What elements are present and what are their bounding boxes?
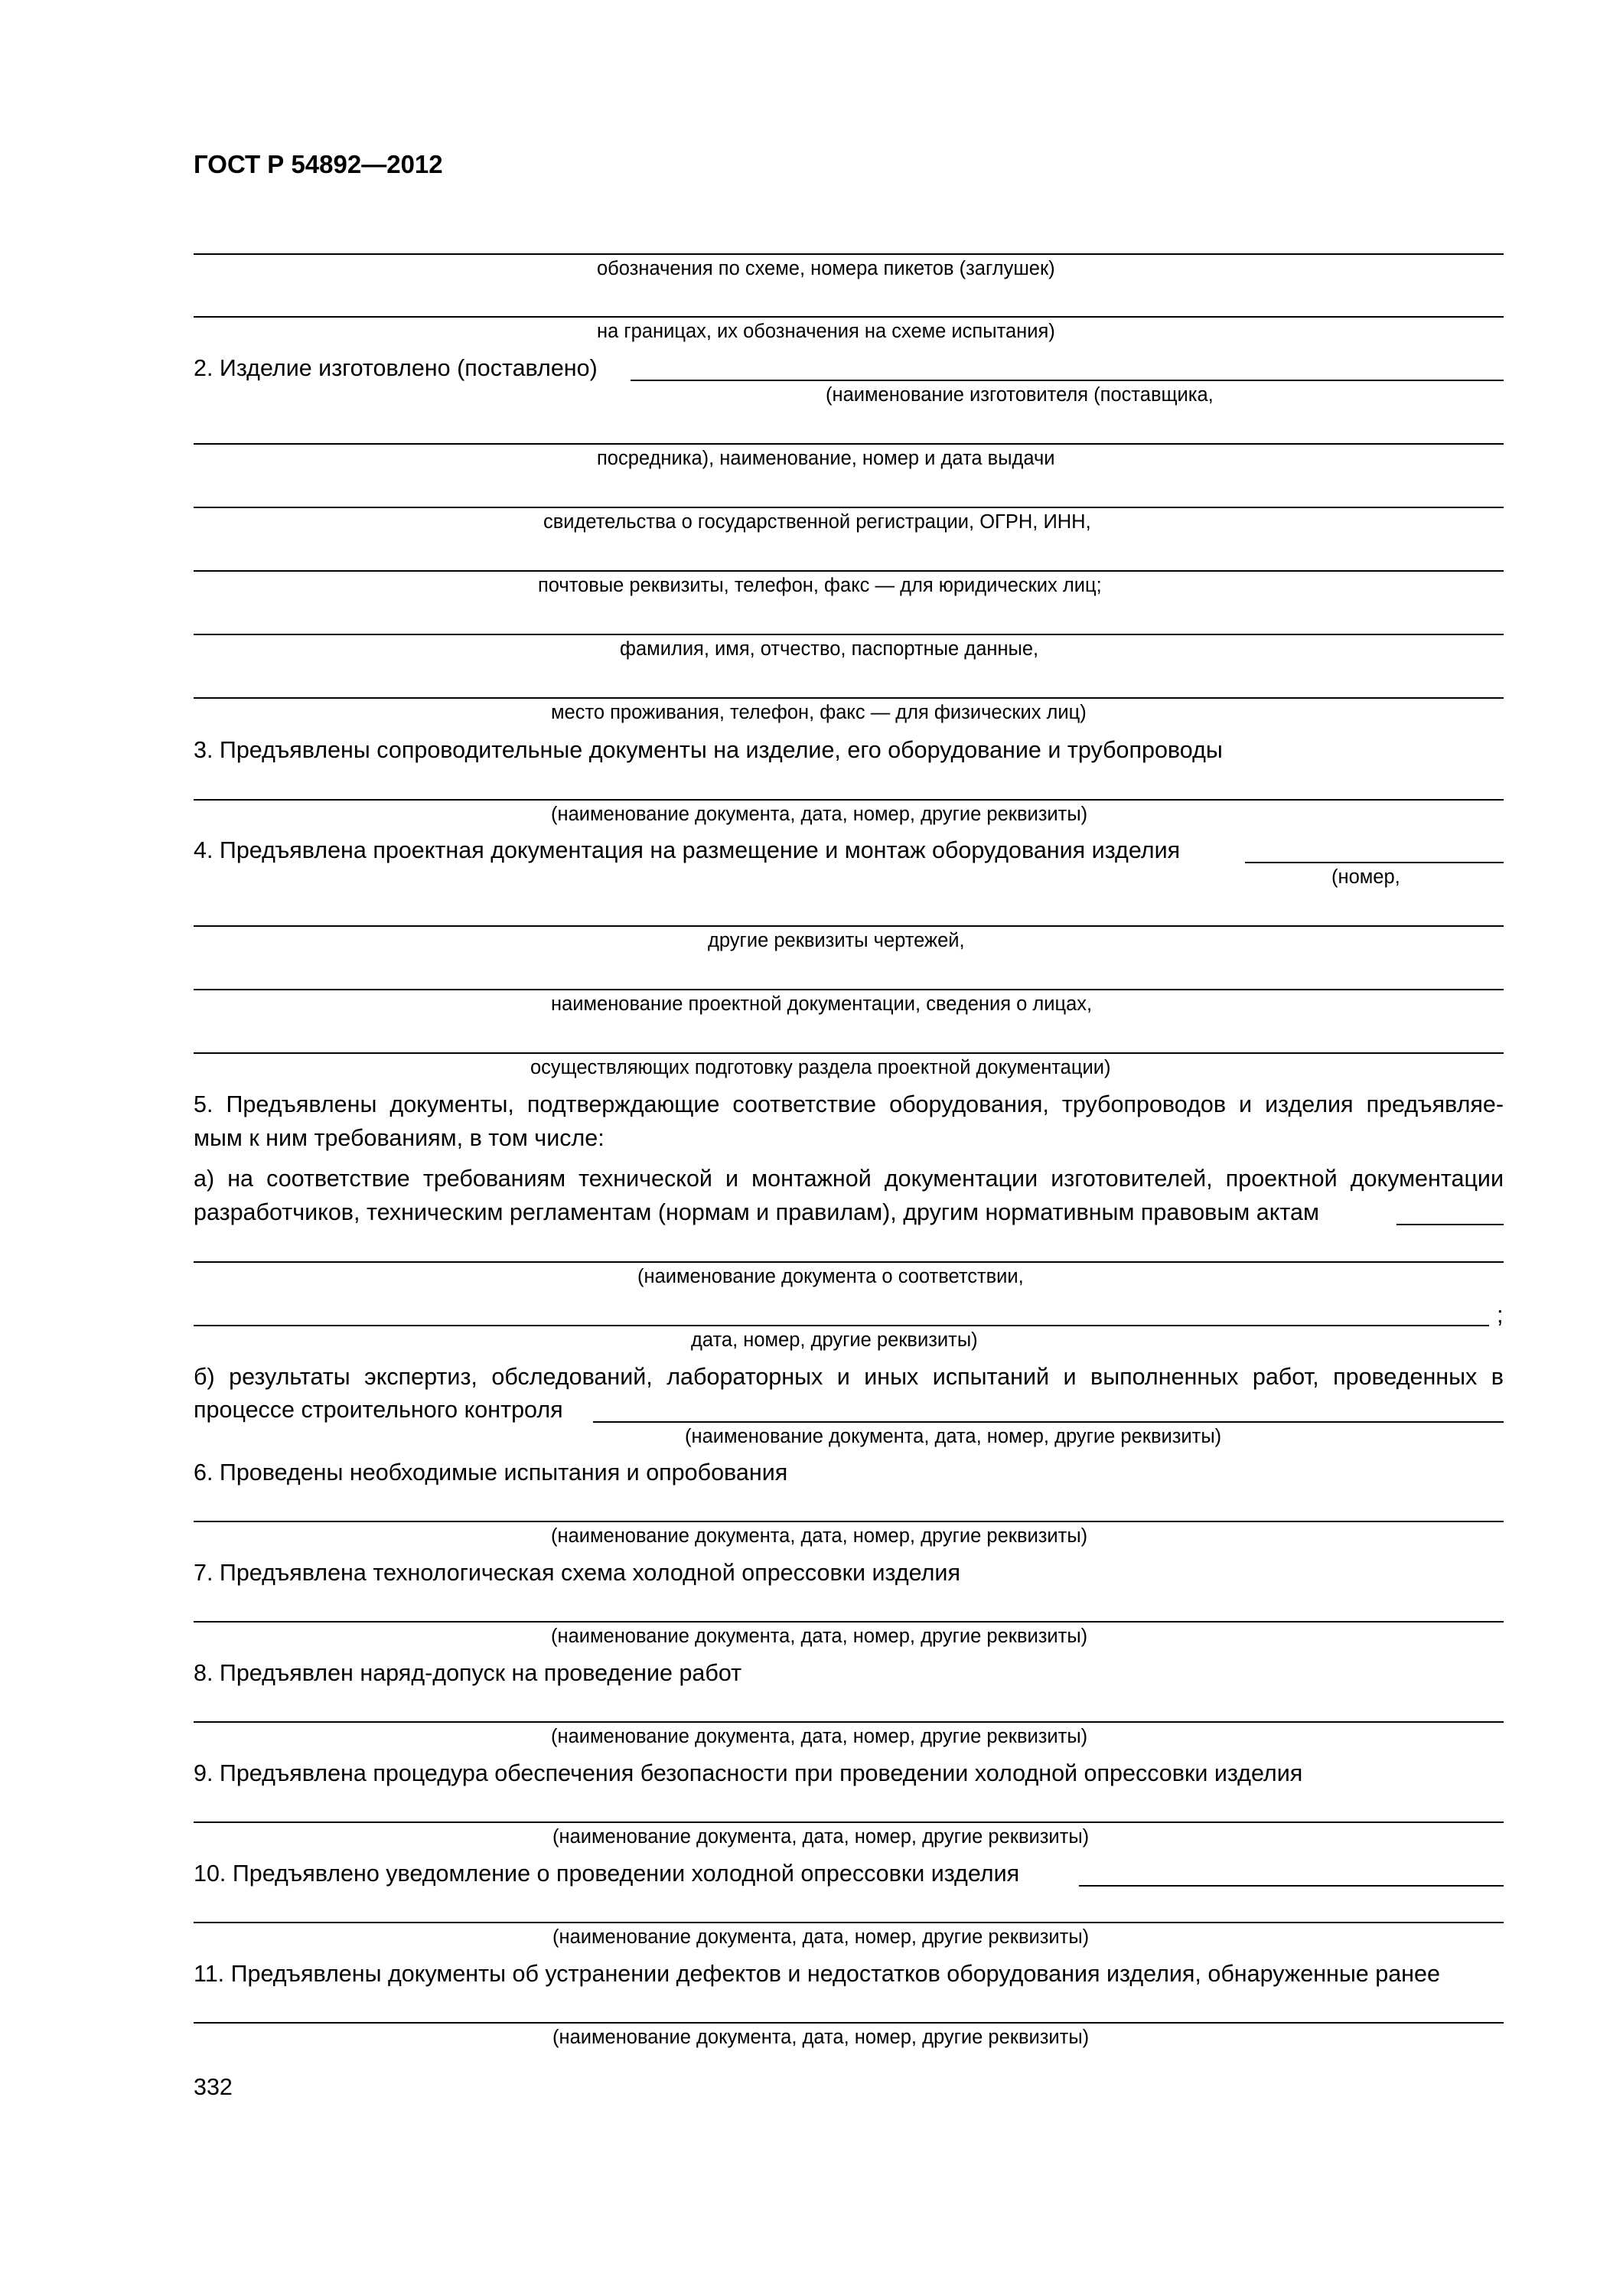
item-8-text: 8. Предъявлен наряд-допуск на проведение работ [194,1660,742,1686]
item-3-text: 3. Предъявлены сопроводительные документы на изделие, его оборудование и трубопроводы [194,737,1223,763]
fill-line [194,1325,1489,1326]
field-caption: (наименование документа, дата, номер, другие реквизиты) [551,1626,1088,1647]
field-caption: фамилия, имя, отчество, паспортные данные, [620,638,1039,660]
item-11-text: 11. Предъявлены документы об устранении дефектов и недостатков оборудования изделия, обнаруженные ранее [194,1961,1440,1987]
field-caption: посредника), наименование, номер и дата выдачи [597,448,1055,469]
field-caption: осуществляющих подготовку раздела проектной документации) [530,1057,1111,1078]
item-5a-text: а) на соответствие требованиям технической и монтажной документации изготовителей, проектной документации [194,1166,1504,1192]
item-5-text-cont: мым к ним требованиям, в том числе: [194,1125,605,1151]
field-caption: (наименование документа, дата, номер, другие реквизиты) [551,1726,1088,1747]
fill-line [1396,1224,1504,1225]
fill-line [194,253,1504,255]
field-caption: (номер, [1331,866,1400,888]
fill-line [1079,1885,1504,1887]
item-2-text: 2. Изделие изготовлено (поставлено) [194,355,598,381]
fill-line [194,316,1504,318]
fill-line [194,1821,1504,1823]
fill-line [194,570,1504,572]
page-number: 332 [194,2074,233,2100]
fill-line [194,1261,1504,1263]
fill-line [194,2022,1504,2024]
field-caption: на границах, их обозначения на схеме испытания) [597,321,1055,342]
fill-line [593,1421,1504,1423]
field-caption: (наименование документа, дата, номер, другие реквизиты) [552,1826,1090,1848]
fill-line [194,1521,1504,1522]
item-9-text: 9. Предъявлена процедура обеспечения безопасности при проведении холодной опрессовки изделия [194,1760,1303,1786]
item-5a-text-cont: разработчиков, техническим регламентам (нормам и правилам), другим нормативным правовым актам [194,1199,1319,1225]
field-caption: (наименование документа, дата, номер, другие реквизиты) [551,1525,1088,1547]
fill-line [194,799,1504,801]
document-header: ГОСТ Р 54892—2012 [194,150,443,178]
fill-line [194,1621,1504,1623]
fill-line [194,634,1504,635]
field-caption: (наименование документа, дата, номер, другие реквизиты) [552,2027,1090,2048]
item-6-text: 6. Проведены необходимые испытания и опробования [194,1459,788,1486]
item-4-text: 4. Предъявлена проектная документация на размещение и монтаж оборудования изделия [194,837,1181,863]
field-caption: (наименование изготовителя (поставщика, [826,384,1214,406]
field-caption: (наименование документа, дата, номер, другие реквизиты) [552,1926,1090,1948]
field-caption: (наименование документа, дата, номер, другие реквизиты) [685,1426,1222,1447]
field-caption: другие реквизиты чертежей, [708,930,965,951]
item-5-text: 5. Предъявлены документы, подтверждающие соответствие оборудования, трубопроводов и изделия предъявляе- [194,1091,1504,1117]
fill-line [1245,862,1504,863]
fill-line [194,925,1504,927]
fill-line [194,443,1504,445]
fill-line [194,697,1504,699]
field-caption: (наименование документа, дата, номер, другие реквизиты) [551,804,1088,825]
fill-line [194,507,1504,508]
fill-line [194,1721,1504,1723]
field-caption: обозначения по схеме, номера пикетов (заглушек) [597,258,1055,279]
field-caption: (наименование документа о соответствии, [637,1266,1024,1287]
fill-line [631,380,1504,381]
field-caption: место проживания, телефон, факс — для физических лиц) [551,702,1087,723]
fill-line [194,1922,1504,1923]
fill-line [194,1052,1504,1054]
item-5b-text-cont: процессе строительного контроля [194,1397,563,1423]
field-caption: свидетельства о государственной регистрации, ОГРН, ИНН, [543,511,1091,533]
field-caption: дата, номер, другие реквизиты) [691,1329,978,1351]
item-5b-text: б) результаты экспертиз, обследований, лабораторных и иных испытаний и выполненных работ, проведенных в [194,1364,1504,1390]
item-7-text: 7. Предъявлена технологическая схема холодной опрессовки изделия [194,1560,960,1586]
fill-line [194,989,1504,990]
semicolon: ; [1497,1302,1504,1328]
item-10-text: 10. Предъявлено уведомление о проведении холодной опрессовки изделия [194,1861,1020,1887]
field-caption: наименование проектной документации, сведения о лицах, [551,993,1093,1015]
field-caption: почтовые реквизиты, телефон, факс — для юридических лиц; [538,575,1102,596]
